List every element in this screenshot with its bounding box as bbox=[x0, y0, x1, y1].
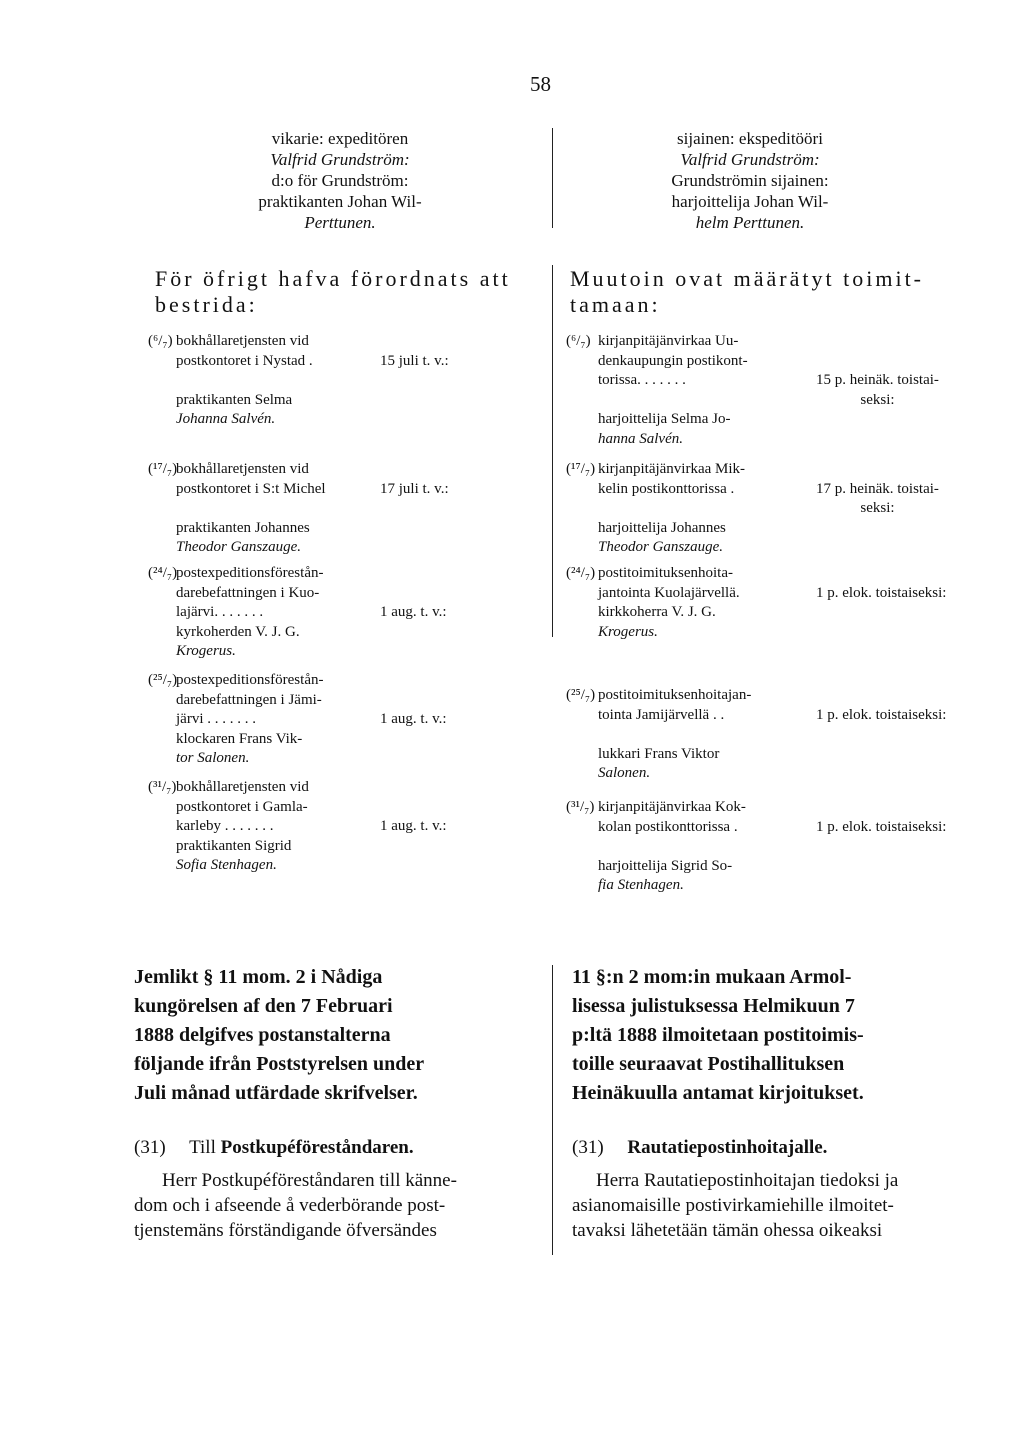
entry-line: postitoimituksenhoita- bbox=[598, 565, 733, 581]
entry-body bbox=[176, 460, 326, 558]
left-notice bbox=[134, 963, 544, 1108]
entry-line: darebefattningen i Jämi- bbox=[176, 691, 322, 708]
appointment-entry bbox=[148, 671, 548, 771]
entry-line: postkontoret i Gamla- bbox=[176, 798, 308, 815]
entry-appointee: praktikanten Sigrid bbox=[176, 837, 292, 854]
entry-line: postexpeditionsförestån- bbox=[176, 565, 324, 581]
appointment-entry bbox=[148, 460, 548, 556]
entry-appointee: lukkari Frans Viktor bbox=[598, 745, 720, 762]
entry-date: 1 aug. t. v.: bbox=[380, 711, 447, 728]
entry-line: kirjanpitäjänvirkaa Kok- bbox=[598, 799, 746, 815]
entry-date-line: 1 p. elok. toistaiseksi: bbox=[816, 818, 947, 835]
entry-line bbox=[176, 499, 326, 519]
entry-appointee: fia Stenhagen. bbox=[598, 877, 684, 894]
left-letter-body bbox=[134, 1168, 457, 1243]
letter-title: Rautatiepostinhoitajalle. bbox=[627, 1137, 828, 1158]
entry-appointee: Krogerus. bbox=[598, 623, 658, 640]
left-section-title-line: bestrida: bbox=[155, 292, 258, 317]
page-number: 58 bbox=[530, 72, 551, 96]
column-divider-top bbox=[552, 128, 553, 228]
entry-number: (¹⁷/₇) bbox=[148, 461, 178, 477]
letter-body-line: Herr Postkupéföreståndaren till känne- bbox=[162, 1170, 457, 1191]
right-header-line: helm Perttunen. bbox=[695, 213, 805, 232]
entry-appointee: Theodor Ganszauge. bbox=[598, 539, 724, 556]
left-header-line: d:o för Grundström: bbox=[271, 171, 409, 190]
appointment-entry bbox=[148, 332, 548, 428]
letter-title: Postkupéföreståndaren. bbox=[220, 1137, 414, 1158]
entry-date-line: seksi: bbox=[860, 391, 895, 408]
entry-appointee: harjoittelija Selma Jo- bbox=[598, 411, 731, 428]
entry-body bbox=[598, 460, 745, 558]
notice-line: Juli månad utfärdade skrifvelser. bbox=[134, 1082, 418, 1104]
right-header-line: Valfrid Grundström: bbox=[680, 150, 820, 169]
appointment-entry bbox=[566, 686, 1006, 786]
entry-number: (²⁵/₇) bbox=[148, 672, 178, 688]
letter-body-line: dom och i afseende å vederbörande post- bbox=[134, 1195, 446, 1216]
entry-line bbox=[598, 499, 745, 519]
entry-number: (²⁵/₇) bbox=[566, 687, 596, 703]
entry-line: jantointa Kuolajärvellä. bbox=[598, 584, 740, 601]
entry-line: torissa. . . . . . . bbox=[598, 372, 686, 389]
notice-line: toille seuraavat Postihallituksen bbox=[572, 1053, 845, 1075]
right-section-title-line: tamaan: bbox=[570, 292, 661, 317]
right-letter-heading bbox=[572, 1135, 827, 1161]
entry-appointee: hanna Salvén. bbox=[598, 430, 683, 447]
entry-body bbox=[176, 778, 309, 876]
appointment-entry bbox=[148, 778, 548, 878]
entry-appointee: kyrkoherden V. J. G. bbox=[176, 623, 300, 640]
entry-line bbox=[598, 391, 748, 411]
entry-body bbox=[598, 798, 746, 896]
right-notice bbox=[572, 963, 992, 1108]
entry-appointee: harjoittelija Johannes bbox=[598, 519, 726, 536]
letter-body-line: asianomaisille postivirkamiehille ilmoitet- bbox=[572, 1195, 894, 1216]
left-header bbox=[150, 128, 530, 233]
entry-number: (¹⁷/₇) bbox=[566, 461, 596, 477]
column-divider-bottom bbox=[552, 965, 553, 1255]
entry-number: (²⁴/₇) bbox=[148, 565, 178, 581]
entry-line: karleby . . . . . . . bbox=[176, 818, 274, 835]
entry-date: 15 juli t. v.: bbox=[380, 352, 449, 369]
entry-number: (⁶/₇) bbox=[148, 333, 173, 349]
entry-body bbox=[598, 686, 751, 784]
entry-body bbox=[176, 332, 313, 430]
entry-appointee: klockaren Frans Vik- bbox=[176, 730, 303, 747]
appointment-entry bbox=[566, 332, 1006, 447]
notice-line: följande ifrån Poststyrelsen under bbox=[134, 1053, 425, 1075]
notice-line: lisessa julistuksessa Helmikuun 7 bbox=[572, 995, 855, 1017]
entry-number: (⁶/₇) bbox=[566, 333, 591, 349]
right-letter-body bbox=[572, 1168, 898, 1243]
entry-line: postexpeditionsförestån- bbox=[176, 672, 324, 688]
letter-body-line: Herra Rautatiepostinhoitajan tiedoksi ja bbox=[596, 1170, 899, 1191]
entry-appointee: Krogerus. bbox=[176, 643, 236, 660]
entry-appointee: kirkkoherra V. J. G. bbox=[598, 604, 716, 621]
entry-line: lajärvi. . . . . . . bbox=[176, 604, 264, 621]
entry-date: 1 aug. t. v.: bbox=[380, 604, 447, 621]
notice-line: kungörelsen af den 7 Februari bbox=[134, 995, 393, 1017]
letter-number: (31) bbox=[572, 1137, 604, 1158]
entry-date: 17 juli t. v.: bbox=[380, 480, 449, 497]
entry-line bbox=[598, 837, 746, 857]
appointment-entry bbox=[566, 460, 1006, 560]
entry-line: denkaupungin postikont- bbox=[598, 352, 748, 369]
notice-line: 1888 delgifves postanstalterna bbox=[134, 1024, 391, 1046]
right-section-title-line: Muutoin ovat määrätyt toimit- bbox=[570, 266, 925, 291]
entry-line: darebefattningen i Kuo- bbox=[176, 584, 320, 601]
right-header-line: sijainen: ekspeditööri bbox=[677, 129, 823, 148]
entry-line: postkontoret i S:t Michel bbox=[176, 480, 326, 497]
notice-line: p:ltä 1888 ilmoitetaan postitoimis- bbox=[572, 1024, 864, 1046]
right-header-line: harjoittelija Johan Wil- bbox=[671, 192, 829, 211]
entry-date: 1 aug. t. v.: bbox=[380, 818, 447, 835]
entry-body bbox=[176, 564, 323, 662]
right-header bbox=[560, 128, 940, 233]
appointment-entry bbox=[148, 564, 548, 660]
entry-line: kirjanpitäjänvirkaa Uu- bbox=[598, 333, 739, 349]
entry-line: bokhållaretjensten vid bbox=[176, 779, 309, 795]
entry-line: bokhållaretjensten vid bbox=[176, 333, 309, 349]
letter-to: Till bbox=[189, 1137, 216, 1158]
appointment-entry bbox=[566, 564, 1006, 654]
entry-appointee: praktikanten Selma bbox=[176, 391, 293, 408]
entry-date bbox=[816, 480, 939, 519]
entry-number: (³¹/₇) bbox=[148, 779, 177, 795]
entry-date-line: 1 p. elok. toistaiseksi: bbox=[816, 584, 947, 601]
entry-body bbox=[598, 564, 740, 642]
notice-line: Heinäkuulla antamat kirjoitukset. bbox=[572, 1082, 864, 1104]
entry-line: tointa Jamijärvellä . . bbox=[598, 706, 725, 723]
entry-line: postkontoret i Nystad . bbox=[176, 352, 313, 369]
entry-date-line: 15 p. heinäk. toistai- bbox=[816, 372, 939, 389]
entry-appointee: tor Salonen. bbox=[176, 750, 250, 767]
entry-appointee: Theodor Ganszauge. bbox=[176, 539, 302, 556]
entry-number: (²⁴/₇) bbox=[566, 565, 596, 581]
entry-appointee: Salonen. bbox=[598, 765, 651, 782]
entry-line bbox=[176, 371, 313, 391]
entry-appointee: Sofia Stenhagen. bbox=[176, 857, 277, 874]
entry-body bbox=[176, 671, 323, 769]
left-header-line: vikarie: expeditören bbox=[271, 129, 409, 148]
right-section-title bbox=[570, 266, 924, 318]
entry-number: (³¹/₇) bbox=[566, 799, 595, 815]
entry-line: kolan postikonttorissa . bbox=[598, 818, 738, 835]
entry-line: bokhållaretjensten vid bbox=[176, 461, 309, 477]
entry-date bbox=[816, 371, 939, 410]
notice-line: 11 §:n 2 mom:in mukaan Armol- bbox=[572, 966, 852, 988]
letter-body-line: tavaksi lähetetään tämän ohessa oikeaksi bbox=[572, 1220, 883, 1241]
entry-appointee: Johanna Salvén. bbox=[176, 411, 276, 428]
entry-appointee: praktikanten Johannes bbox=[176, 519, 310, 536]
entry-date-line: 17 p. heinäk. toistai- bbox=[816, 480, 939, 497]
entry-line bbox=[598, 725, 751, 745]
right-header-line: Grundströmin sijainen: bbox=[671, 171, 829, 190]
entry-line: postitoimituksenhoitajan- bbox=[598, 687, 752, 703]
notice-line: Jemlikt § 11 mom. 2 i Nådiga bbox=[134, 966, 383, 988]
letter-number: (31) bbox=[134, 1137, 166, 1158]
entry-date bbox=[816, 584, 946, 604]
entry-line: järvi . . . . . . . bbox=[176, 711, 256, 728]
entry-body bbox=[598, 332, 748, 450]
entry-date-line: 1 p. elok. toistaiseksi: bbox=[816, 706, 947, 723]
appointment-entry bbox=[566, 798, 1006, 898]
entry-line: kirjanpitäjänvirkaa Mik- bbox=[598, 461, 746, 477]
left-section-title bbox=[155, 266, 511, 318]
entry-date bbox=[816, 706, 946, 726]
column-divider-middle bbox=[552, 265, 553, 637]
left-header-line: praktikanten Johan Wil- bbox=[258, 192, 422, 211]
letter-body-line: tjenstemäns förständigande öfversändes bbox=[134, 1220, 437, 1241]
left-letter-heading bbox=[134, 1135, 414, 1161]
entry-date-line: seksi: bbox=[860, 500, 895, 517]
left-section-title-line: För öfrigt hafva förordnats att bbox=[155, 266, 511, 291]
left-header-line: Perttunen. bbox=[304, 213, 376, 232]
entry-line: kelin postikonttorissa . bbox=[598, 480, 735, 497]
entry-date bbox=[816, 818, 946, 838]
left-header-line: Valfrid Grundström: bbox=[270, 150, 410, 169]
entry-appointee: harjoittelija Sigrid So- bbox=[598, 857, 733, 874]
